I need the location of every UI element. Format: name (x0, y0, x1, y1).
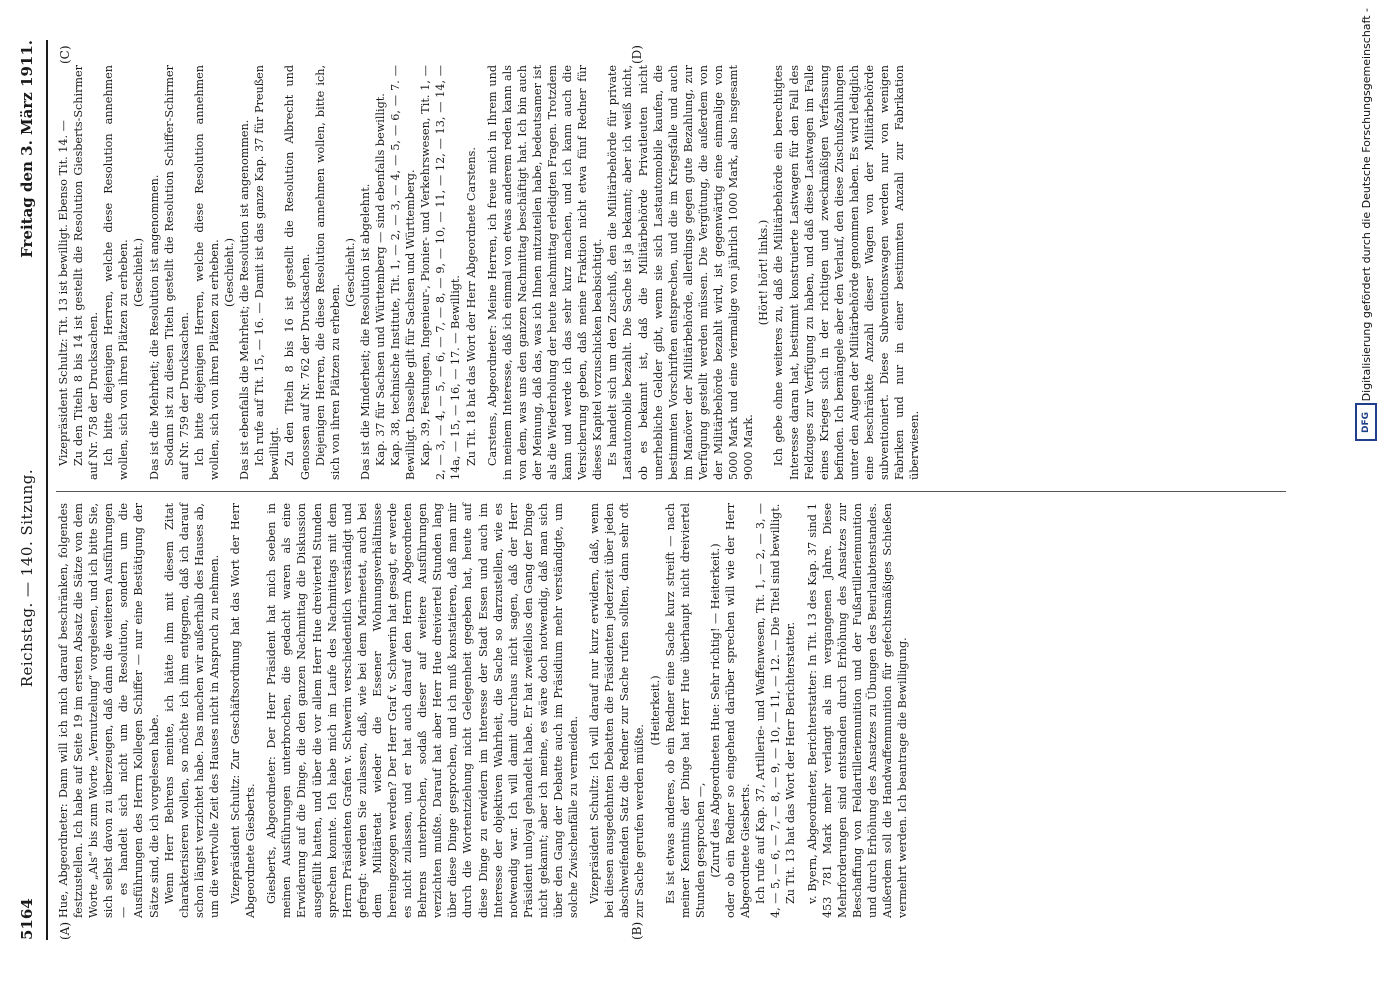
page-header (18, 40, 44, 940)
header-rule (46, 40, 48, 940)
header-session: Reichstag. — 140. Sitzung. (18, 468, 36, 688)
margin-marker-c: (C) (58, 45, 72, 64)
paragraph: Sodann ist zu diesen Titeln gestellt die Resolution Schiffer-Schirmer auf Nr. 759 der Drucksachen. (162, 65, 191, 480)
interjection: (Geschieht.) (132, 238, 146, 307)
paragraph: Das ist die Minderheit; die Resolution ist abgelehnt. (358, 183, 372, 480)
paragraph: Vizepräsident Schultz: Tit. 13 ist bewilligt. Ebenso Tit. 14. — (57, 120, 70, 466)
paragraph: Ich rufe auf Tit. 15, — 16. — Damit ist das ganze Kap. 37 für Preußen bewilligt. (253, 65, 282, 480)
margin-marker-d: (D) (630, 45, 644, 64)
paragraph: Es handelt sich um den Zuschuß, den die Militärbehörde für private Lastautomobile bezahlt. Die Sache ist ja bekannt; aber ich weiß nicht, ob es bekannt ist, daß die Militärbehörde Privatleuten nicht unerhebliche Gelder gibt, wenn sie sich Lastautomobile kaufen, die bestimmten Vorschriften entsprechen, und die im Kriegsfalle und auch im Manöver der Militärbehörde, allerdings gegen gute Bezahlung, zur Verfügung gestellt werden müssen. Die Vergütung, die außerdem von der Militärbehörde bezahlt wird, ist gegenwärtig eine einmalige von 5000 Mark und eine viermalige von jährlich 1000 Mark, also insgesamt 9000 Mark. (606, 65, 756, 480)
paragraph: Ich bitte diejenigen Herren, welche diese Resolution annehmen wollen, sich von ihren Plätzen zu erheben. (102, 65, 131, 480)
paragraph: Es ist etwas anderes, ob ein Redner eine Sache kurz streift — nach meiner Kenntnis der Dinge hat Herr Hue überhaupt nicht dreiviertel Stunden gesprochen —, (663, 503, 707, 918)
paragraph: Zu Tit. 18 hat das Wort der Herr Abgeordnete Carstens. (464, 147, 478, 466)
paragraph: Zu den Titeln 8 bis 16 ist gestellt die Resolution Albrecht und Genossen auf Nr. 762 der Drucksachen. (283, 65, 312, 480)
interjection: (Zuruf des Abgeordneten Hue: Sehr richtig! — Heiterkeit.) (708, 543, 722, 878)
interjection: (Hört! hört! links.) (757, 219, 771, 326)
paragraph: Wenn Herr Behrens meinte, ich hätte ihm mit diesem Zitat charakterisieren wollen, so möchte ich ihm entgegnen, daß ich darauf schon längst verzichtet habe. Das machen wir außerhalb des Hauses ab, um die wertvolle Zeit des Hauses nicht in Anspruch zu nehmen. (162, 503, 221, 918)
margin-marker-a: (A) (58, 921, 72, 940)
right-column (56, 65, 922, 480)
paragraph: Kap. 38, technische Institute, Tit. 1, — 2, — 3, — 4, — 5, — 6, — 7. — Bewilligt. Dasselbe gilt für Sachsen und Württemberg. (389, 65, 418, 480)
paragraph: Ich gebe ohne weiteres zu, daß die Militärbehörde ein berechtigtes Interesse daran hat, bestimmt konstruierte Lastwagen für den Fall des Feldzuges zur Verfügung zu haben, und daß diese Lastwagen im Falle eines Krieges sich in der richtigen und zweckmäßigen Verfassung befinden. Ich bemängele aber den Verlauf, den diese Zuschußzahlungen unter den Augen der Militärbehörde genommen haben. Es wird lediglich eine beschränkte Anzahl dieser Wagen von der Militärbehörde subventioniert. Diese Subventionswagen werden nur von wenigen Fabriken und nur in einer bestimmten Anzahl zur Fabrikation überwiesen. (772, 65, 922, 480)
credit-text: Digitalisierung gefördert durch die Deutsche Forschungsgemeinschaft - (1359, 8, 1373, 402)
interjection: (Heiterkeit.) (648, 675, 662, 746)
page-number: 5164 (18, 898, 36, 940)
paragraph: Ich rufe auf Kap. 37, Artillerie- und Waffenwesen, Tit. 1, — 2, — 3, — 4, — 5, — 6, — 7, — 8, — 9, — 10, — 11, — 12. — Die Titel sind bewilligt. (754, 503, 783, 918)
paragraph: Vizepräsident Schultz: Ich will darauf nur kurz erwidern, daß, wenn bei diesen ausgedehnten Debatten die Präsidenten jederzeit über jeden abschweifenden Satz die Redner zur Sache rufen sollten, dann sehr oft zur Sache gerufen werden müßte. (588, 503, 647, 918)
paragraph: Das ist die Mehrheit; die Resolution ist angenommen. (147, 174, 161, 480)
interjection: (Geschieht.) (223, 238, 237, 307)
paragraph: Zu Tit. 13 hat das Wort der Herr Berichterstatter. (784, 621, 798, 904)
dfg-logo (1355, 403, 1377, 441)
interjection: (Geschieht.) (343, 238, 357, 307)
paragraph: Zu den Titeln 8 bis 14 ist gestellt die Resolution Giesberts-Schirmer auf Nr. 758 der Drucksachen. (72, 65, 101, 480)
paragraph: Carstens, Abgeordneter: Meine Herren, ich freue mich in Ihrem und in meinem Interesse, daß ich einmal von etwas anderem reden kann als von dem, was uns den ganzen Nachmittag beschäftigt hat. Ich bin auch der Meinung, daß das, was ich Ihnen mitzuteilen habe, bedeutsamer ist als die Wiederholung der heute nachmittag erledigten Fragen. Trotzdem kann und werde ich das sehr kurz machen, und ich kann auch die Versicherung geben, daß meine Fraktion nicht etwa fünf Redner für dieses Kapitel vorzuschicken beabsichtigt. (485, 65, 605, 480)
paragraph: Diejenigen Herren, die diese Resolution annehmen wollen, bitte ich, sich von ihren Plätzen zu erheben. (313, 65, 342, 480)
paragraph: Kap. 39, Festungen, Ingenieur-, Pionier- und Verkehrswesen, Tit. 1, — 2, — 3, — 4, — 5, — 6, — 7, — 8, — 9, — 10, — 11, — 12, — 13, — 14, — 14a, — 15, — 16, — 17. — Bewilligt. (419, 65, 463, 480)
header-date: Freitag den 3. März 1911. (18, 40, 36, 258)
paragraph: Das ist ebenfalls die Mehrheit; die Resolution ist angenommen. (238, 119, 252, 480)
paragraph: Giesberts, Abgeordneter: Der Herr Präsident hat mich soeben in meinen Ausführungen unterbrochen, die gedacht waren als eine Erwiderung auf die Dinge, die den ganzen Nachmittag die Diskussion ausgefüllt hatten, und über die vor allem Herr Hue dreiviertel Stunden sprechen konnte. Ich habe mich im Laufe des Nachmittags mit dem Herrn Präsidenten Grafen v. Schwerin verschiedentlich verständigt und gefragt: werden Sie zulassen, daß, wie bei dem Marineetat, auch bei dem Militäretat wieder die Essener Wohnungsverhältnisse hereingezogen werden? Der Herr Graf v. Schwerin hat gesagt, er werde es nicht zulassen, und er hat auch darauf den Herrn Abgeordneten Behrens unterbrochen, sodaß dieser auf weitere Ausführungen verzichten mußte. Darauf hat aber Herr Hue dreiviertel Stunden lang über diese Dinge gesprochen, und ich muß konstatieren, daß man mir durch die Wortentziehung nicht Gelegenheit gegeben hat, heute auf diese Dinge zu erwidern im Interesse der Stadt Essen und auch im Interesse der objektiven Wahrheit, die Sache so darzustellen, wie es notwendig war. Ich will damit durchaus nicht sagen, daß der Herr Präsident unloyal gehandelt habe. Er hat zweifellos den Gang der Dinge nicht gekannt; aber ich meine, es wäre doch notwendig, daß man sich über den Gang der Debatte auch im Präsidium mehr verständigte, um solche Zwischenfälle zu vermeiden. (265, 503, 581, 918)
margin-marker-b: (B) (630, 921, 644, 940)
column-divider (56, 491, 1286, 492)
digitization-credit (1353, 8, 1379, 988)
paragraph: Kap. 37 für Sachsen und Württemberg — sind ebenfalls bewilligt. (373, 93, 387, 466)
left-column (56, 503, 910, 918)
paragraph: Hue, Abgeordneter: Dann will ich mich darauf beschränken, folgendes festzustellen. Ich habe auf Seite 19 im ersten Absatz die Sätze von dem Worte „Als“ bis zum Worte „Vernutzelung“ vorgelesen, und ich bitte Sie, sich selbst davon zu überzeugen, daß dann die weiteren Ausführungen — es handelt sich nicht um die Resolution, sondern um die Ausführungen des Herrn Kollegen Schiffer — nur eine Bestätigung der Sätze sind, die ich vorgelesen habe. (57, 503, 161, 918)
paragraph: v. Byern, Abgeordneter, Berichterstatter: In Tit. 13 des Kap. 37 sind 1 453 781 Mark mehr verlangt als im vergangenen Jahre. Diese Mehrforderungen sind entstanden durch Erhöhung des Ansatzes zur Beschaffung von Feldartilleriemunition und der Fußartilleriemunition und durch Erhöhung des Ansatzes zu Übungen des Beurlaubtenstandes. Außerdem soll die Handwaffenmunition für gefechtsmäßiges Schießen vermehrt werden. Ich beantrage die Bewilligung. (805, 503, 910, 918)
dfg-logo-text: DFG (1361, 411, 1371, 433)
paragraph: Ich bitte diejenigen Herren, welche diese Resolution annehmen wollen, sich von ihren Plätzen zu erheben. (192, 65, 221, 480)
paragraph: Vizepräsident Schultz: Zur Geschäftsordnung hat das Wort der Herr Abgeordnete Giesberts. (229, 503, 258, 918)
paragraph: oder ob ein Redner so eingehend darüber sprechen will wie der Herr Abgeordnete Giesberts. (724, 503, 753, 918)
